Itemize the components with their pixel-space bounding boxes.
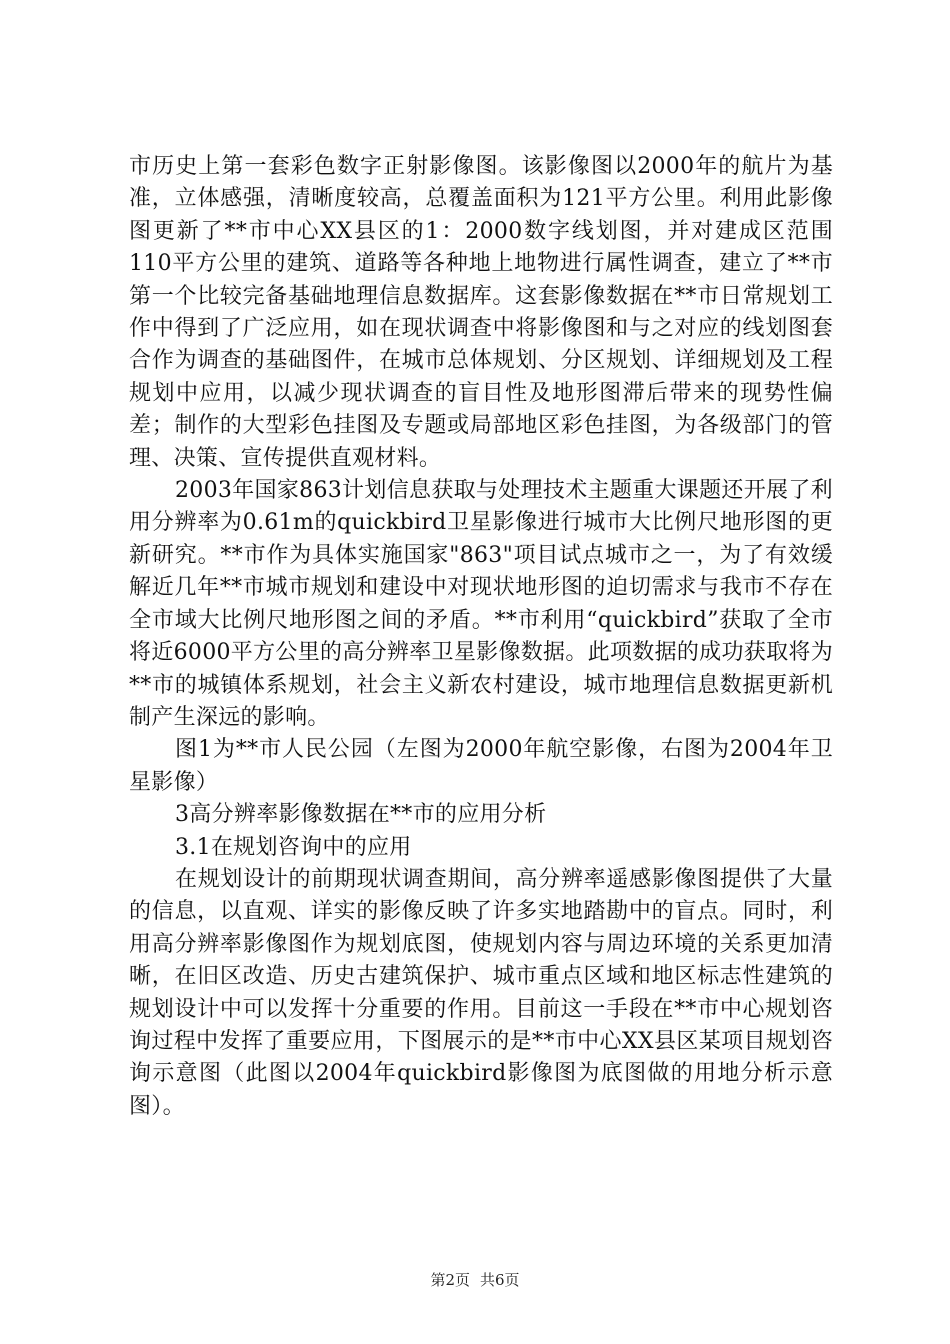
figure-caption: 图1为**市人民公园（左图为2000年航空影像，右图为2004年卫星影像） (129, 737, 833, 795)
paragraph-continuation: 市历史上第一套彩色数字正射影像图。该影像图以2000年的航片为基准，立体感强，清晰度较高，总覆盖面积为121平方公里。利用此影像图更新了**市中心XX县区的1：2000数字线划图，并对建成区范围110平方公里的建筑、道路等各种地上地物进行属性调查，建立了**市第一个比较完备基础地理信息数据库。这套影像数据在**市日常规划工作中得到了广泛应用，如在现状调查中将影像图和与之对应的线划图套合作为调查的基础图件，在城市总体规划、分区规划、详细规划及工程规划中应用，以减少现状调查的盲目性及地形图滞后带来的现势性偏差；制作的大型彩色挂图及专题或局部地区彩色挂图，为各级部门的管理、决策、宣传提供直观材料。 (129, 154, 833, 471)
page-number: 第2页 (430, 1271, 470, 1289)
page-footer (0, 1269, 950, 1290)
paragraph-planning-consulting: 在规划设计的前期现状调查期间，高分辨率遥感影像图提供了大量的信息，以直观、详实的影像反映了许多实地踏勘中的盲点。同时，利用高分辨率影像图作为规划底图，使规划内容与周边环境的关系更加清晰，在旧区改造、历史古建筑保护、城市重点区域和地区标志性建筑的规划设计中可以发挥十分重要的作用。目前这一手段在**市中心规划咨询过程中发挥了重要应用，下图展示的是**市中心XX县区某项目规划咨询示意图（此图以2004年quickbird影像图为底图做的用地分析示意图）。 (129, 866, 833, 1119)
subsection-heading: 3.1在规划咨询中的应用 (175, 834, 412, 860)
page-total: 共6页 (480, 1271, 520, 1289)
body-text (129, 151, 833, 1123)
section-heading: 3高分辨率影像数据在**市的应用分析 (175, 802, 547, 828)
paragraph-863-project: 2003年国家863计划信息获取与处理技术主题重大课题还开展了利用分辨率为0.61m的quickbird卫星影像进行城市大比例尺地形图的更新研究。**市作为具体实施国家"863"项目试点城市之一，为了有效缓解近几年**市城市规划和建设中对现状地形图的迫切需求与我市不存在全市域大比例尺地形图之间的矛盾。**市利用“quickbird”获取了全市将近6000平方公里的高分辨率卫星影像数据。此项数据的成功获取将为**市的城镇体系规划，社会主义新农村建设，城市地理信息数据更新机制产生深远的影响。 (129, 478, 833, 730)
